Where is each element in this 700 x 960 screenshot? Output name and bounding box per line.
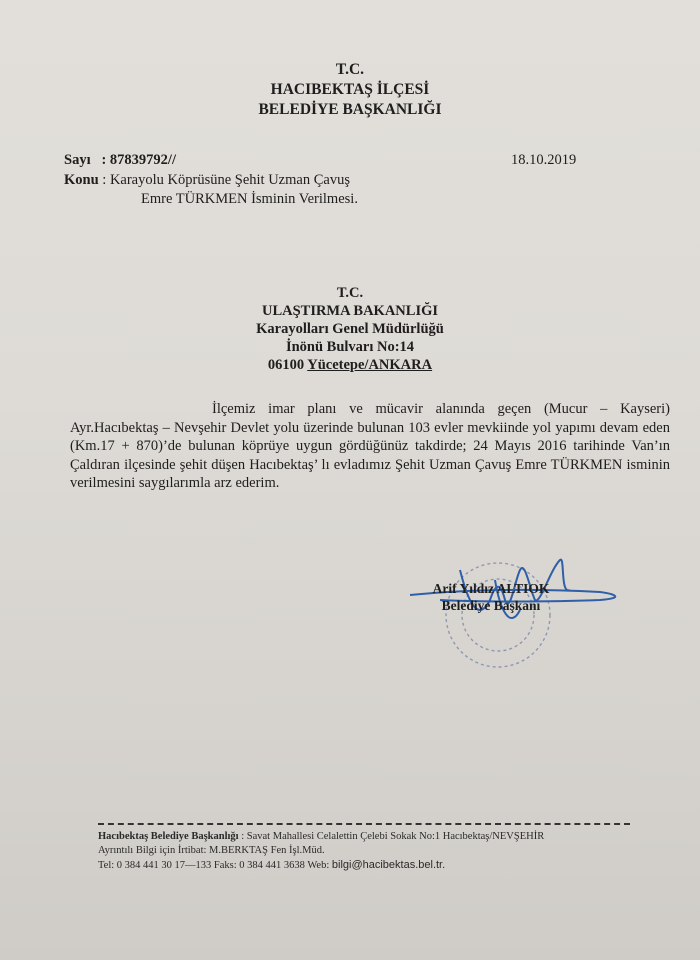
konu-label: Konu — [64, 172, 99, 188]
letter-body — [70, 400, 670, 493]
letterhead-tc: T.C. — [335, 61, 365, 78]
footer-tel-line — [98, 858, 544, 873]
recipient-tc: T.C. — [336, 285, 364, 301]
sayi-label: Sayı — [64, 152, 91, 168]
recipient-city — [0, 356, 700, 374]
recipient-address — [0, 284, 700, 374]
konu-line1: : Karayolu Köprüsüne Şehit Uzman Çavuş — [102, 172, 350, 188]
footer-divider — [98, 823, 630, 825]
document-date: 18.10.2019 — [511, 152, 577, 168]
recipient-ministry: ULAŞTIRMA BAKANLIĞI — [261, 303, 439, 319]
letterhead-district: HACIBEKTAŞ İLÇESİ — [270, 81, 430, 98]
signature-block — [416, 580, 566, 614]
footer — [98, 830, 544, 873]
recipient-postcode: 06100 — [267, 357, 308, 373]
recipient-street: İnönü Bulvarı No:14 — [285, 339, 415, 355]
reference-number — [64, 152, 176, 169]
subject — [64, 171, 358, 209]
footer-web: bilgi@hacibektas.bel.tr. — [331, 859, 446, 871]
letterhead — [0, 60, 700, 120]
sayi-value: : 87839792// — [101, 152, 176, 168]
footer-contact: Ayrıntılı Bilgi için İrtibat: M.BERKTAŞ Fen İşl.Müd. — [98, 845, 325, 856]
recipient-city-underlined: Yücetepe/ANKARA — [307, 357, 433, 373]
footer-tel: Tel: 0 384 441 30 17—133 Faks: 0 384 441 3638 Web: — [98, 860, 332, 871]
signatory-name: Arif Yıldız ALTIOK — [432, 581, 550, 596]
konu-line2: Emre TÜRKMEN İsminin Verilmesi. — [141, 191, 358, 207]
footer-address-line — [98, 830, 544, 844]
footer-address: : Savat Mahallesi Celalettin Çelebi Sokak No:1 Hacıbektaş/NEVŞEHİR — [238, 831, 545, 842]
letterhead-municipality: BELEDİYE BAŞKANLIĞI — [258, 101, 442, 118]
letter-body-text: İlçemiz imar planı ve mücavir alanında geçen (Mucur – Kayseri) Ayr.Hacıbektaş – Nevşehir Devlet yolu üzerinde bulunan 103 evler mevkiinde yol yapımı devam eden (Km.17 + 870)’de bulunan köprüye uygun gördüğünüz takdirde; 24 Mayıs 2016 tarihinde Van’ın Çaldıran ilçesinde şehit düşen Hacıbektaş’ lı evladımız Şehit Uzman Çavuş Emre TÜRKMEN isminin verilmesini saygılarımla arz ederim. — [70, 401, 670, 491]
signatory-title: Belediye Başkanı — [441, 598, 541, 613]
recipient-directorate: Karayolları Genel Müdürlüğü — [256, 321, 444, 337]
footer-org: Hacıbektaş Belediye Başkanlığı — [98, 831, 239, 842]
